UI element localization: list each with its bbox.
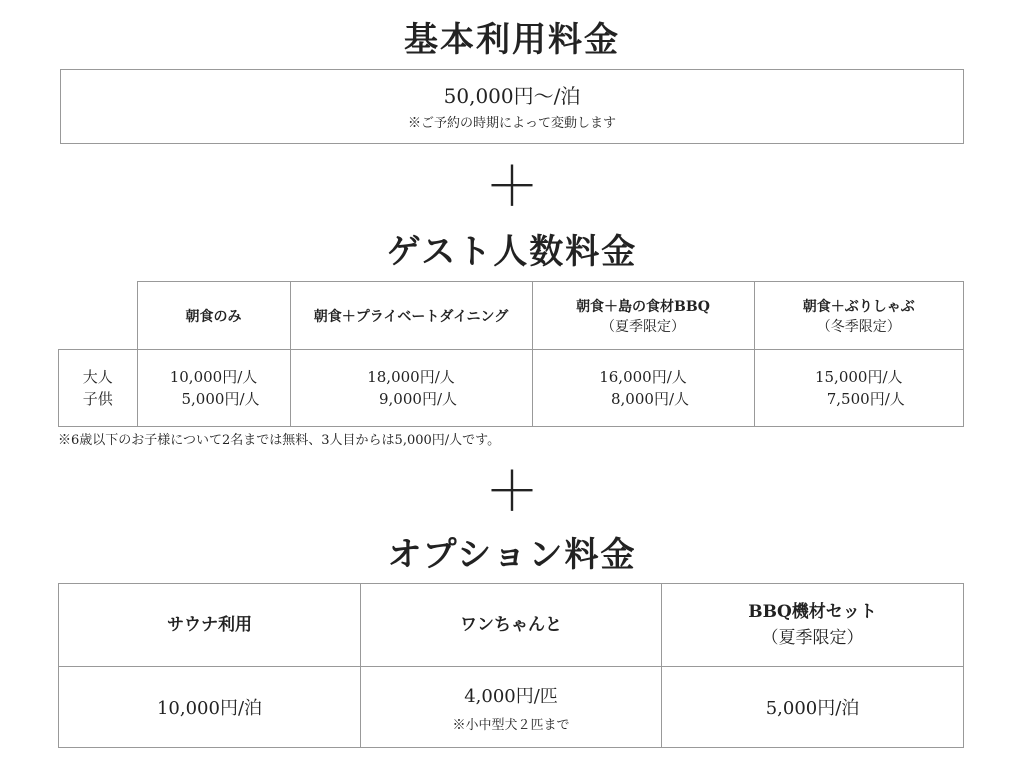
guest-col-breakfast-only: 朝食のみ: [137, 282, 290, 350]
option-fee-title: オプション料金: [387, 535, 637, 575]
option-price-cell: 4,000円/匹 ※小中型犬２匹まで: [361, 667, 662, 748]
basic-fee-box: [60, 69, 964, 144]
option-col-dog: ワンちゃんと: [361, 584, 662, 667]
guest-fee-note: ※6歳以下のお子様について2名までは無料、3人目からは5,000円/人です。: [58, 433, 501, 448]
plus-icon: ＋: [485, 460, 539, 523]
guest-fee-table: [58, 281, 964, 427]
basic-fee-title: 基本利用料金: [404, 20, 620, 60]
guest-price-cell: 18,000円/人 9,000円/人: [290, 350, 532, 427]
guest-row-labels: 大人 子供: [59, 350, 138, 427]
option-table-price-row: [59, 667, 964, 748]
option-col-sauna: サウナ利用: [59, 584, 361, 667]
guest-price-cell: 10,000円/人 5,000円/人: [137, 350, 290, 427]
guest-fee-title: ゲスト人数料金: [386, 232, 638, 272]
guest-price-cell: 16,000円/人 8,000円/人: [532, 350, 754, 427]
guest-table-header-row: [59, 282, 964, 350]
option-price-cell: 5,000円/泊: [662, 667, 964, 748]
basic-fee-price: 50,000円〜/泊: [443, 84, 581, 108]
guest-col-buri-shabu: 朝食＋ぶりしゃぶ （冬季限定）: [754, 282, 964, 350]
option-fee-table: [58, 583, 964, 748]
basic-fee-note: ※ご予約の時期によって変動します: [407, 116, 616, 131]
guest-table-price-row: [59, 350, 964, 427]
dog-limit-note: ※小中型犬２匹まで: [452, 717, 570, 733]
guest-price-cell: 15,000円/人 7,500円/人: [754, 350, 964, 427]
guest-col-bbq: 朝食＋島の食材BBQ （夏季限定）: [532, 282, 754, 350]
option-col-bbq-set: BBQ機材セット （夏季限定）: [662, 584, 964, 667]
table-corner-cell: [59, 282, 138, 350]
option-price-cell: 10,000円/泊: [59, 667, 361, 748]
guest-col-private-dining: 朝食＋プライベートダイニング: [290, 282, 532, 350]
option-table-header-row: [59, 584, 964, 667]
plus-icon: ＋: [485, 155, 539, 218]
